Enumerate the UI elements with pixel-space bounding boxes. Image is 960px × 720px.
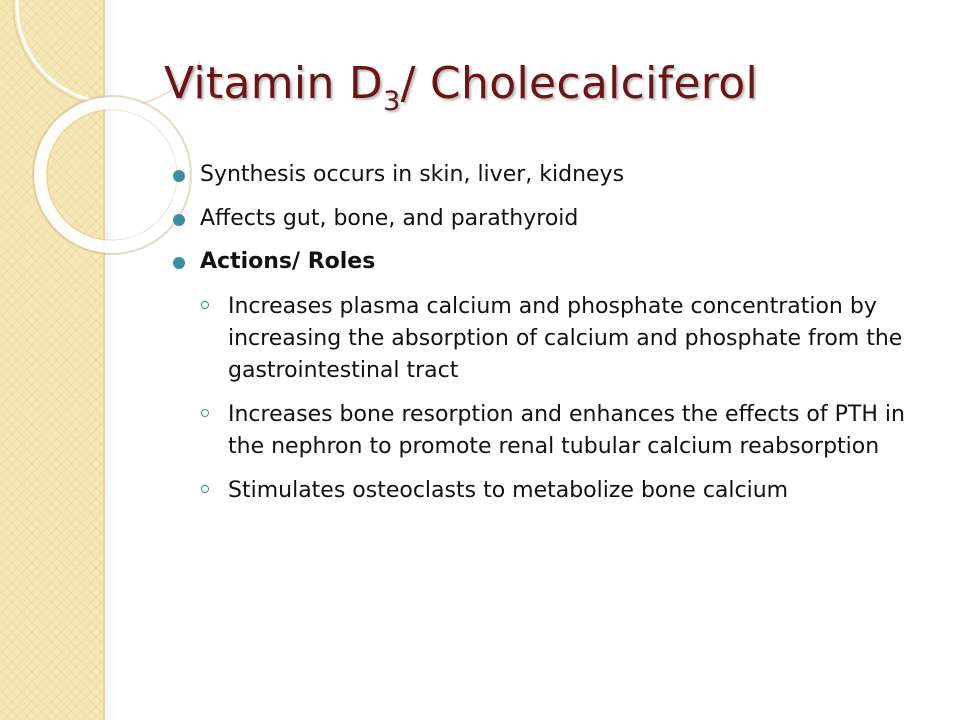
bullet-item-heading <box>170 247 940 277</box>
bullet-item <box>170 160 940 190</box>
slide-title <box>164 58 758 117</box>
sub-bullet-text: Increases plasma calcium and phosphate concentration by increasing the absorption of calcium and phosphate from the gastrointestinal tract <box>228 294 903 383</box>
sub-bullet-circle-icon <box>201 301 209 309</box>
title-main: Vitamin D <box>164 58 384 109</box>
sub-bullet-item <box>170 399 940 463</box>
bullet-item <box>170 204 940 234</box>
sub-bullet-circle-icon <box>201 485 209 493</box>
sub-bullet-circle-icon <box>201 409 209 417</box>
bullet-text: Synthesis occurs in skin, liver, kidneys <box>200 162 625 187</box>
slide-content <box>170 160 940 518</box>
bullet-dot-icon <box>173 214 185 226</box>
bullet-dot-icon <box>173 257 185 269</box>
sub-bullet-item <box>170 291 940 387</box>
bullet-dot-icon <box>173 170 185 182</box>
sub-bullet-text: Increases bone resorption and enhances the effects of PTH in the nephron to promote renal tubular calcium reabsorption <box>228 401 905 459</box>
bullet-text: Actions/ Roles <box>200 249 376 275</box>
sub-bullet-item <box>170 475 940 507</box>
title-rest: / Cholecalciferol <box>400 58 758 109</box>
sub-bullet-text: Stimulates osteoclasts to metabolize bone calcium <box>228 477 789 503</box>
bullet-text: Affects gut, bone, and parathyroid <box>200 205 579 231</box>
title-subscript: 3 <box>383 86 401 117</box>
